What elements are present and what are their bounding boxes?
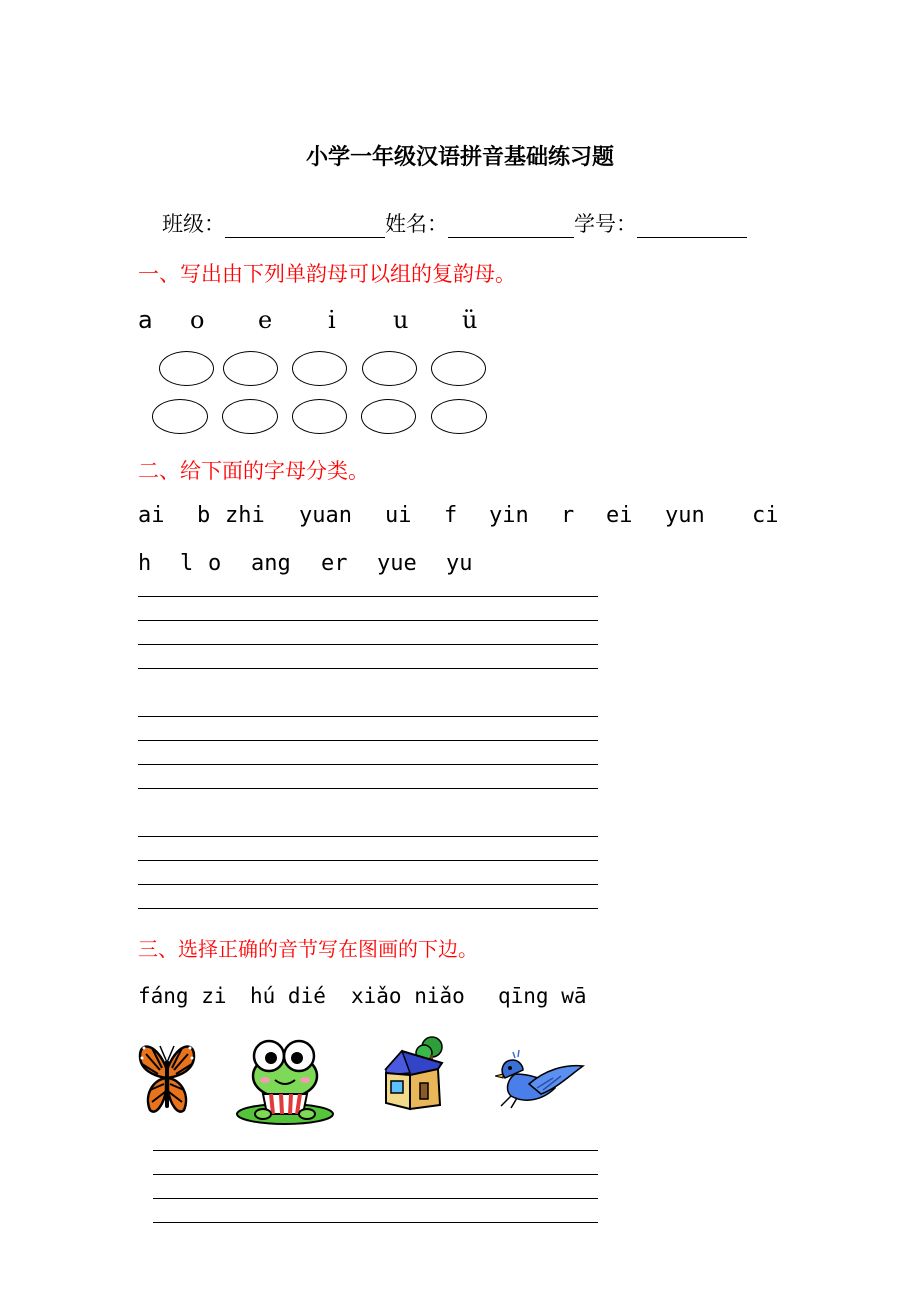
letter-item: r xyxy=(561,503,575,528)
writing-line[interactable] xyxy=(138,764,598,765)
syllable-xiao-niao: xiǎo niǎo xyxy=(351,984,465,1008)
letter-item: ei xyxy=(606,503,633,528)
frog-picture xyxy=(235,1034,335,1126)
answer-oval[interactable] xyxy=(431,351,486,386)
page-title: 小学一年级汉语拼音基础练习题 xyxy=(305,145,614,170)
letter-item: b xyxy=(197,503,211,528)
answer-oval[interactable] xyxy=(292,351,347,386)
section3-heading: 三、选择正确的音节写在图画的下边。 xyxy=(138,937,478,961)
letter-item: o xyxy=(208,551,222,576)
butterfly-picture xyxy=(138,1040,196,1116)
writing-line[interactable] xyxy=(138,644,598,645)
writing-line[interactable] xyxy=(153,1150,598,1151)
number-label: 学号： xyxy=(574,212,637,236)
vowel-a: a xyxy=(138,306,153,334)
writing-line[interactable] xyxy=(138,908,598,909)
answer-oval[interactable] xyxy=(361,399,416,434)
answer-oval[interactable] xyxy=(222,399,278,434)
letter-item: yun xyxy=(665,503,705,528)
answer-oval[interactable] xyxy=(362,351,417,386)
answer-oval[interactable] xyxy=(159,351,214,386)
letters-row-1 xyxy=(0,503,920,531)
writing-line[interactable] xyxy=(138,860,598,861)
letter-item: zhi xyxy=(225,503,265,528)
letter-item: ci xyxy=(752,503,779,528)
name-label: 姓名： xyxy=(385,212,448,236)
section1-heading: 一、写出由下列单韵母可以组的复韵母。 xyxy=(138,262,516,286)
letter-item: ai xyxy=(138,503,165,528)
letter-item: l xyxy=(180,551,194,576)
letter-item: ui xyxy=(385,503,412,528)
number-blank[interactable] xyxy=(637,213,747,238)
writing-line[interactable] xyxy=(138,596,598,597)
writing-line[interactable] xyxy=(138,836,598,837)
answer-oval[interactable] xyxy=(431,399,487,434)
vowel-o: o xyxy=(190,306,205,334)
writing-line[interactable] xyxy=(138,788,598,789)
name-blank[interactable] xyxy=(448,213,574,238)
vowel-i: i xyxy=(328,306,336,334)
student-info-row xyxy=(162,208,747,238)
syllable-hu-die: hú dié xyxy=(250,984,326,1008)
writing-line[interactable] xyxy=(153,1174,598,1175)
vowel-u-umlaut: ü xyxy=(462,306,478,334)
letter-item: yin xyxy=(489,503,529,528)
writing-line[interactable] xyxy=(153,1222,598,1223)
answer-oval[interactable] xyxy=(152,399,208,434)
letter-item: f xyxy=(444,503,458,528)
writing-line[interactable] xyxy=(138,716,598,717)
class-blank[interactable] xyxy=(225,213,385,238)
letters-row-2 xyxy=(0,551,920,579)
class-label: 班级： xyxy=(162,212,225,236)
writing-line[interactable] xyxy=(138,668,598,669)
letter-item: yue xyxy=(377,551,417,576)
syllable-qing-wa: qīng wā xyxy=(498,984,587,1008)
writing-line[interactable] xyxy=(153,1198,598,1199)
writing-line[interactable] xyxy=(138,884,598,885)
writing-line[interactable] xyxy=(138,740,598,741)
letter-item: yu xyxy=(446,551,473,576)
letter-item: ang xyxy=(251,551,291,576)
letter-item: er xyxy=(321,551,348,576)
vowel-u: u xyxy=(393,306,409,334)
bird-picture xyxy=(495,1048,585,1110)
answer-oval[interactable] xyxy=(223,351,278,386)
letter-item: h xyxy=(138,551,152,576)
syllable-fang-zi: fáng zi xyxy=(138,984,227,1008)
house-picture xyxy=(382,1035,448,1113)
writing-line[interactable] xyxy=(138,620,598,621)
section2-heading: 二、给下面的字母分类。 xyxy=(138,459,369,483)
letter-item: yuan xyxy=(299,503,352,528)
answer-oval[interactable] xyxy=(292,399,347,434)
vowel-e: e xyxy=(258,306,273,334)
